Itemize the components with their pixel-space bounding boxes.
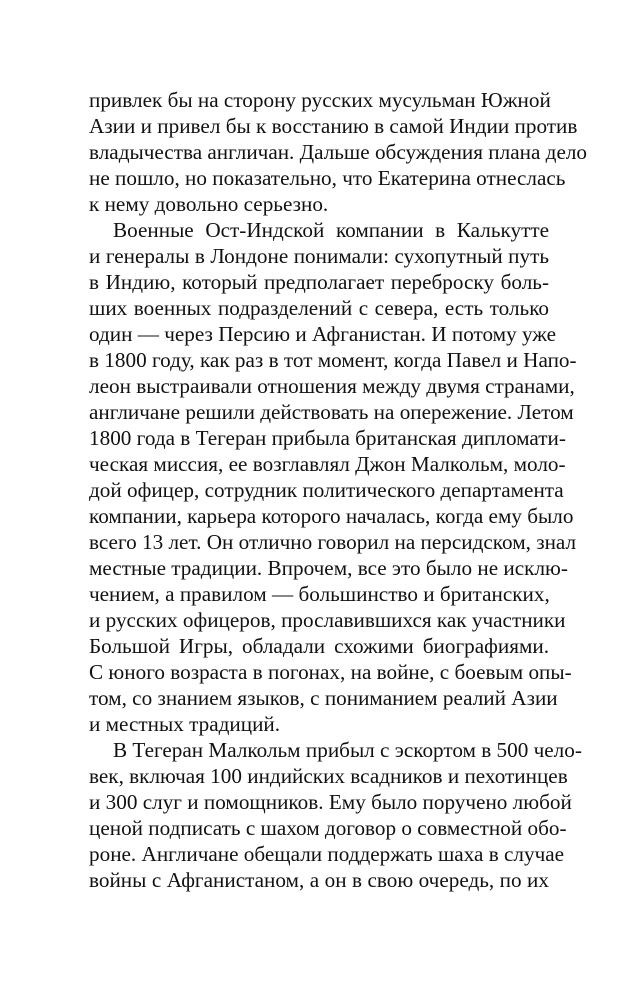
text-line: и местных традиций. bbox=[89, 712, 281, 736]
text-line: ческая миссия, ее возглавлял Джон Малкольм, моло- bbox=[89, 452, 566, 476]
text-line: один — через Персию и Афганистан. И потому уже bbox=[89, 322, 557, 346]
text-line: С юного возраста в погонах, на войне, с боевым опы- bbox=[89, 660, 572, 684]
text-line: привлек бы на сторону русских мусульман Южной bbox=[89, 88, 551, 112]
text-line: роне. Англичане обещали поддержать шаха в случае bbox=[89, 842, 565, 866]
text-line: век, включая 100 индийских всадников и пехотинцев bbox=[89, 764, 568, 788]
text-line: леон выстраивали отношения между двумя странами, bbox=[89, 374, 575, 398]
text-line: в 1800 году, как раз в тот момент, когда Павел и Напо- bbox=[89, 348, 577, 372]
text-line: чением, а правилом — большинство и британских, bbox=[89, 582, 550, 606]
paragraph-first-line: Военные Ост-Индской компании в Калькутте bbox=[113, 218, 549, 242]
text-line: и генералы в Лондоне понимали: сухопутный путь bbox=[89, 244, 549, 268]
text-line: местные традиции. Впрочем, все это было не исклю- bbox=[89, 556, 568, 580]
text-line: владычества англичан. Дальше обсуждения плана дело bbox=[89, 140, 588, 164]
text-line: войны с Афганистаном, а он в свою очередь, по их bbox=[89, 868, 549, 892]
text-line: не пошло, но показательно, что Екатерина отнеслась bbox=[89, 166, 566, 190]
text-line: англичане решили действовать на опережение. Летом bbox=[89, 400, 574, 424]
text-line: к нему довольно серьезно. bbox=[89, 192, 329, 216]
text-line: ценой подписать с шахом договор о совместной обо- bbox=[89, 816, 567, 840]
text-line: всего 13 лет. Он отлично говорил на персидском, знал bbox=[89, 530, 577, 554]
text-line: компании, карьера которого началась, когда ему было bbox=[89, 504, 574, 528]
text-line: Азии и привел бы к восстанию в самой Индии против bbox=[89, 114, 578, 138]
text-line: ших военных подразделений с севера, есть только bbox=[89, 296, 549, 320]
paragraph-first-line: В Тегеран Малкольм прибыл с эскортом в 500 чело- bbox=[113, 738, 582, 762]
text-line: том, со знанием языков, с пониманием реалий Азии bbox=[89, 686, 558, 710]
text-line: и русских офицеров, прославившихся как участники bbox=[89, 608, 566, 632]
text-line: в Индию, который предполагает переброску боль- bbox=[89, 270, 549, 294]
text-line: Большой Игры, обладали схожими биографиями. bbox=[89, 634, 549, 658]
text-line: дой офицер, сотрудник политического департамента bbox=[89, 478, 564, 502]
text-line: и 300 слуг и помощников. Ему было поручено любой bbox=[89, 790, 572, 814]
text-line: 1800 года в Тегеран прибыла британская дипломати- bbox=[89, 426, 566, 450]
